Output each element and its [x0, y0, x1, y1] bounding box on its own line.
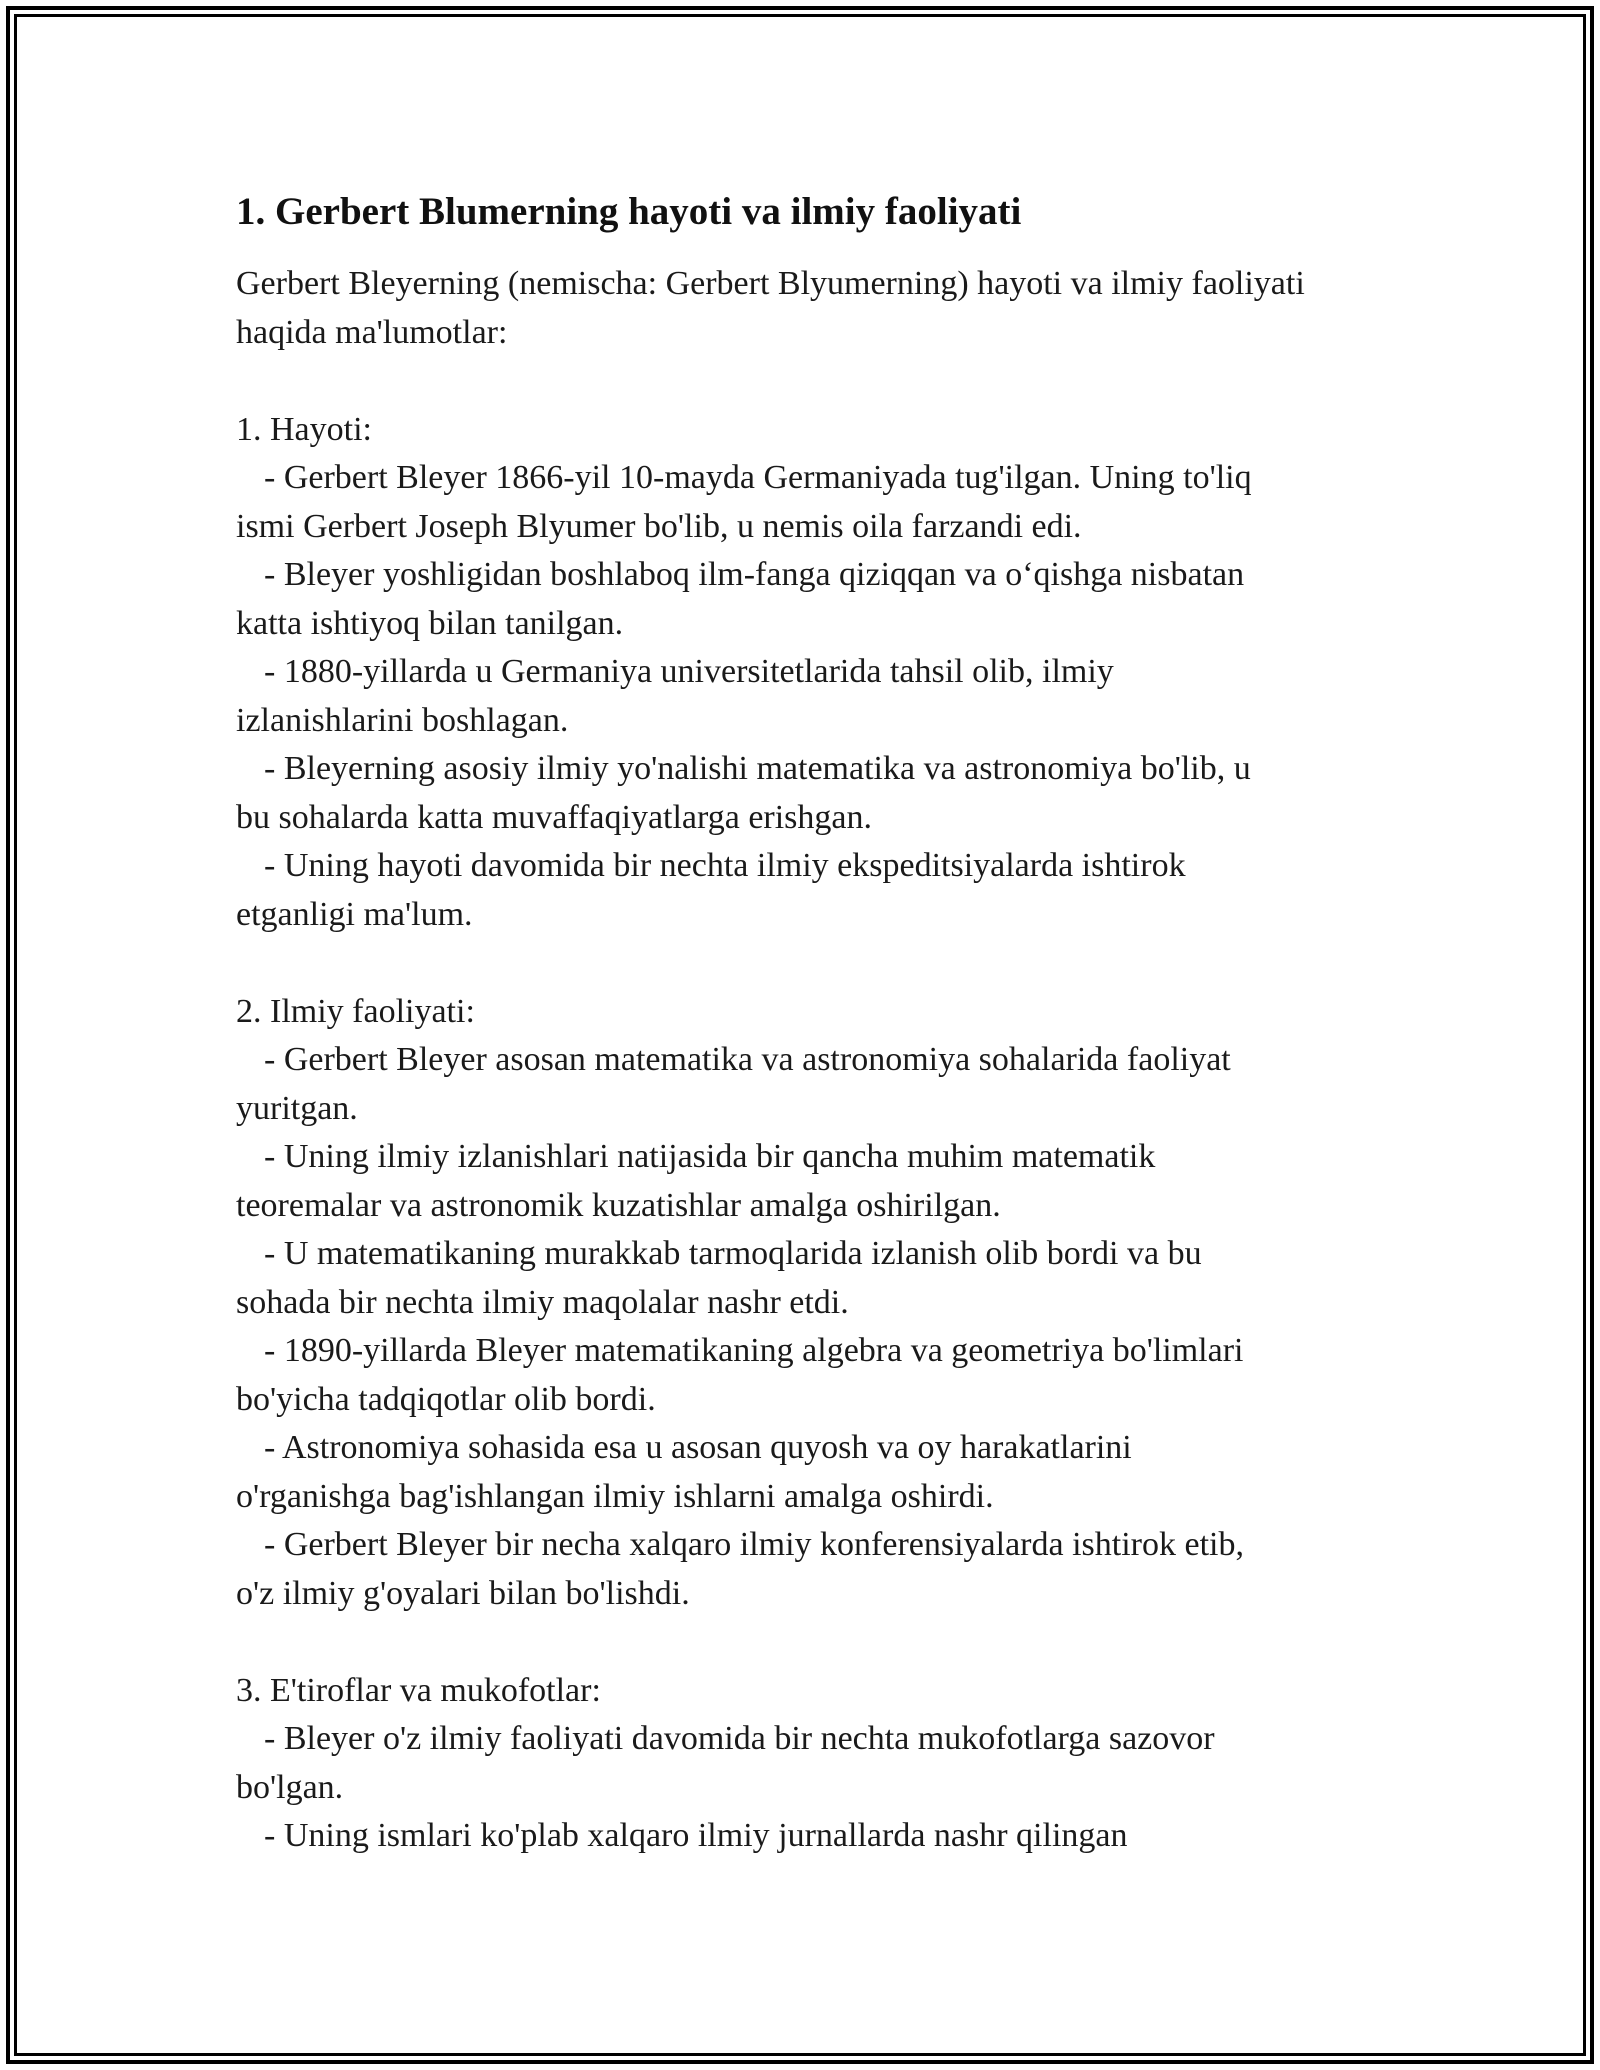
bullet-list	[236, 1715, 1356, 1861]
list-item: - Uning hayoti davomida bir nechta ilmiy ekspeditsiyalarda ishtirok etganligi ma'lum.	[236, 847, 1186, 933]
bullet-list	[236, 454, 1356, 939]
section-hayoti	[236, 406, 1356, 940]
document-title: 1. Gerbert Blumerning hayoti va ilmiy faoliyati	[236, 190, 1022, 233]
section-etiroflar	[236, 1667, 1356, 1861]
section-heading: 2. Ilmiy faoliyati:	[236, 992, 475, 1030]
document-body	[236, 188, 1356, 1861]
list-item: - Bleyer o'z ilmiy faoliyati davomida bir nechta mukofotlarga sazovor bo'lgan.	[236, 1720, 1215, 1806]
list-item: - Gerbert Bleyer 1866-yil 10-mayda Germaniyada tug'ilgan. Uning to'liq ismi Gerbert Joseph Blyumer bo'lib, u nemis oila farzandi edi.	[236, 459, 1252, 545]
section-heading: 1. Hayoti:	[236, 410, 372, 448]
list-item: - Uning ismlari ko'plab xalqaro ilmiy jurnallarda nashr qilingan	[264, 1817, 1128, 1854]
list-item: - Astronomiya sohasida esa u asosan quyosh va oy harakatlarini o'rganishga bag'ishlangan ilmiy ishlarni amalga oshirdi.	[236, 1429, 1132, 1515]
bullet-list	[236, 1036, 1356, 1618]
list-item: - Gerbert Bleyer asosan matematika va astronomiya sohalarida faoliyat yuritgan.	[236, 1041, 1231, 1127]
intro-paragraph: Gerbert Bleyerning (nemischa: Gerbert Blyumerning) hayoti va ilmiy faoliyati haqida ma'lumotlar:	[236, 265, 1305, 351]
list-item: - 1890-yillarda Bleyer matematikaning algebra va geometriya bo'limlari bo'yicha tadqiqotlar olib bordi.	[236, 1332, 1244, 1418]
list-item: - 1880-yillarda u Germaniya universitetlarida tahsil olib, ilmiy izlanishlarini boshlagan.	[236, 653, 1114, 739]
list-item: - Bleyer yoshligidan boshlaboq ilm-fanga qiziqqan va o‘qishga nisbatan katta ishtiyoq bilan tanilgan.	[236, 556, 1245, 642]
list-item: - Gerbert Bleyer bir necha xalqaro ilmiy konferensiyalarda ishtirok etib, o'z ilmiy g'oyalari bilan bo'lishdi.	[236, 1526, 1244, 1612]
list-item: - Bleyerning asosiy ilmiy yo'nalishi matematika va astronomiya bo'lib, u bu sohalarda katta muvaffaqiyatlarga erishgan.	[236, 750, 1251, 836]
list-item: - U matematikaning murakkab tarmoqlarida izlanish olib bordi va bu sohada bir nechta ilmiy maqolalar nashr etdi.	[236, 1235, 1202, 1321]
list-item: - Uning ilmiy izlanishlari natijasida bir qancha muhim matematik teoremalar va astronomik kuzatishlar amalga oshirilgan.	[236, 1138, 1156, 1224]
section-ilmiy-faoliyati	[236, 988, 1356, 1619]
section-heading: 3. E'tiroflar va mukofotlar:	[236, 1671, 601, 1709]
